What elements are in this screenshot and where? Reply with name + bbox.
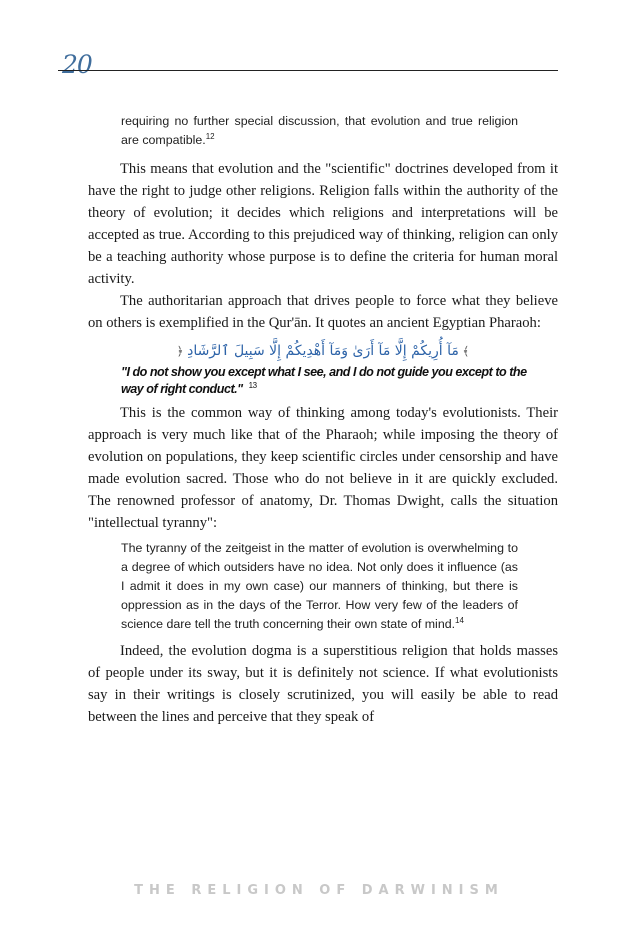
running-footer: THE RELIGION OF DARWINISM bbox=[134, 883, 504, 898]
header-rule bbox=[58, 70, 558, 71]
arabic-verse-text: مَآ أُرِيكُمْ إِلَّا مَآ أَرَىٰ وَمَآ أَهْدِيكُمْ إِلَّا سَبِيلَ ٱلرَّشَادِ bbox=[187, 343, 459, 359]
verse-translation bbox=[121, 364, 541, 398]
verse-translation-text: "I do not show you except what I see, and I do not guide you except to the way of right conduct." bbox=[121, 365, 527, 396]
verse-ornament-left-icon: ﴿ bbox=[176, 344, 184, 358]
arabic-verse bbox=[88, 340, 558, 362]
paragraph-4: Indeed, the evolution dogma is a superstitious religion that holds masses of people under its sway, but it is definitely not science. If what evolutionists say in their writings is closely scrutinized, you will easily be able to read between the lines and perceive that they speak of bbox=[88, 643, 558, 725]
page-body bbox=[88, 112, 558, 728]
paragraph-3: This is the common way of thinking among today's evolutionists. Their approach is very much like that of the Pharaoh; while imposing the theory of evolution on populations, they keep scientific circles under censorship and have made evolution sacred. Those who do not believe in it are quickly excluded. The renowned professor of anatomy, Dr. Thomas Dwight, calls the situation "intellectual tyranny": bbox=[88, 405, 558, 531]
footnote-ref-14: 14 bbox=[455, 615, 464, 625]
footnote-ref-12: 12 bbox=[205, 131, 215, 141]
block-quote-2 bbox=[121, 539, 518, 634]
block-quote-1-text: requiring no further special discussion, that evolution and true religion are compatible. bbox=[121, 114, 518, 147]
footnote-ref-13: 13 bbox=[248, 380, 257, 390]
block-quote-2-text: The tyranny of the zeitgeist in the matter of evolution is overwhelming to a degree of which outsiders have no idea. Not only does it influence (as I admit it does in my own case) our manners of thinking, but there is oppression as in the days of the Terror. How very few of the leaders of science dare tell the truth concerning their own state of mind. bbox=[121, 541, 518, 631]
paragraph-1: This means that evolution and the "scientific" doctrines developed from it have the right to judge other religions. Religion falls within the authority of the theory of evolution; it decides which religions and interpretations will be accepted as true. According to this prejudiced way of thinking, religion can only be a teaching authority whose purpose is to define the criteria for human moral activity. bbox=[88, 161, 558, 287]
verse-ornament-right-icon: ﴾ bbox=[462, 344, 470, 358]
paragraph-2: The authoritarian approach that drives people to force what they believe on others is exemplified in the Qur'ān. It quotes an ancient Egyptian Pharaoh: bbox=[88, 293, 558, 331]
page-number: 20 bbox=[62, 50, 92, 79]
block-quote-1 bbox=[121, 112, 518, 150]
